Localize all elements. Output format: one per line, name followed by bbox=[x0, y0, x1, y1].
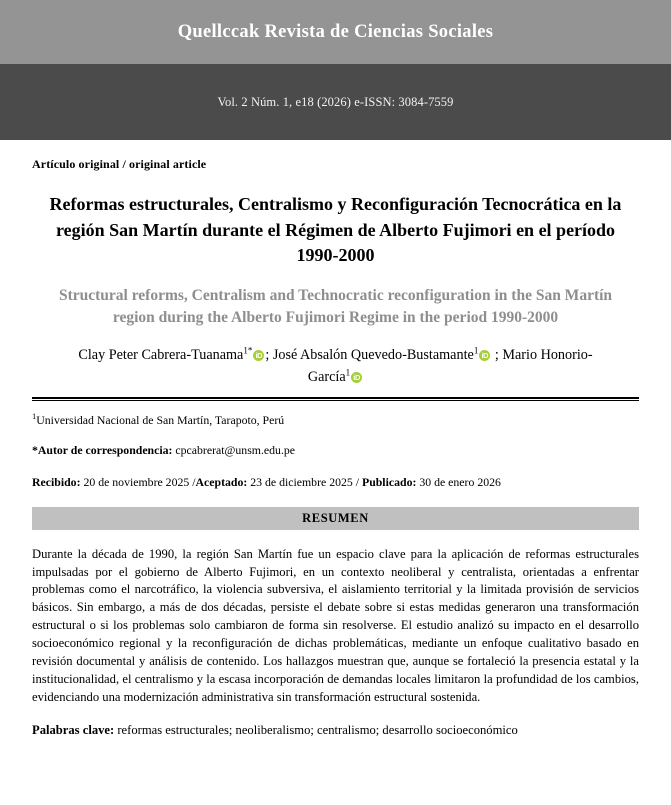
author-list bbox=[58, 345, 613, 389]
page-title-english: Structural reforms, Centralism and Technocratic reconfiguration in the San Martín region during the Alberto Fujimori Regime in the period 1990-2000 bbox=[58, 286, 613, 326]
author-name: Mario Honorio-García bbox=[307, 347, 593, 386]
orcid-id-icon[interactable]: iD bbox=[351, 372, 362, 383]
divider bbox=[32, 397, 639, 401]
affiliation-text: Universidad Nacional de San Martín, Tarapoto, Perú bbox=[36, 412, 285, 427]
orcid-id-icon[interactable]: iD bbox=[479, 350, 490, 361]
author-separator: ; bbox=[265, 347, 273, 364]
published-value: 30 de enero 2026 bbox=[419, 474, 501, 489]
received-value: 20 de noviembre 2025 bbox=[83, 474, 190, 489]
author-entry bbox=[273, 347, 503, 363]
page-title: Reformas estructurales, Centralismo y Reconfiguración Tecnocrática en la región San Martín durante el Régimen de Alberto Fujimori en el período 1990-2000 bbox=[49, 194, 622, 266]
masthead-top-band bbox=[0, 0, 671, 64]
orcid-id-icon[interactable]: iD bbox=[253, 350, 264, 361]
corresponding-author bbox=[32, 443, 639, 458]
date-separator: / bbox=[355, 474, 360, 489]
abstract-body: Durante la década de 1990, la región San Martín fue un espacio clave para la aplicación de reformas estructurales impulsadas por el gobierno de Alberto Fujimori, en un contexto neoliberal y centralista, orientadas a enfrentar problemas como el narcotráfico, la violencia subversiva, el aislamiento territorial y la limitada provisión de servicios básicos. Sin embargo, a más de dos décadas, persiste el debate sobre si estas medidas generaron una transformación estructural o si los problemas solo cambiaron de forma sin resolverse. El estudio analizó su impacto en el desarrollo socioeconómico regional y la reconfiguración de dichas problemáticas, mediante un enfoque cualitativo basado en revisión documental y análisis de contenido. Los hallazgos muestran que, aunque se fortaleció la presencia estatal y la institucionalidad, el centralismo y la escasa incorporación de demandas locales limitaron la profundidad de los cambios, evidenciando una modernización administrativa sin transformación estructural sostenida. bbox=[32, 546, 639, 704]
author-name: Clay Peter Cabrera-Tuanama bbox=[78, 347, 244, 364]
author-entry bbox=[78, 347, 272, 363]
keywords bbox=[32, 722, 639, 740]
author-name: José Absalón Quevedo-Bustamante bbox=[272, 347, 474, 364]
article-page bbox=[0, 157, 671, 739]
published-label: Publicado: bbox=[361, 474, 417, 489]
received-label: Recibido: bbox=[32, 474, 81, 489]
corresponding-author-email[interactable]: cpcabrerat@unsm.edu.pe bbox=[175, 442, 296, 457]
abstract-heading: RESUMEN bbox=[32, 507, 639, 530]
date-separator: / bbox=[192, 474, 196, 489]
corresponding-author-label: *Autor de correspondencia: bbox=[32, 442, 173, 457]
keywords-label: Palabras clave: bbox=[32, 722, 115, 737]
accepted-value: 23 de diciembre 2025 bbox=[250, 474, 353, 489]
accepted-label: Aceptado: bbox=[195, 474, 248, 489]
masthead-bottom-band bbox=[0, 64, 671, 140]
article-type-label: Artículo original / original article bbox=[32, 157, 207, 171]
journal-title: Quellccak Revista de Ciencias Sociales bbox=[177, 21, 494, 42]
author-separator: ; bbox=[491, 347, 503, 364]
affiliation bbox=[32, 411, 639, 428]
author-affiliation-marker: 1 bbox=[473, 345, 479, 356]
issue-line: Vol. 2 Núm. 1, e18 (2026) e-ISSN: 3084-7559 bbox=[217, 94, 454, 109]
author-affiliation-marker: 1 bbox=[345, 367, 351, 378]
keywords-value: reformas estructurales; neoliberalismo; centralismo; desarrollo socioeconómico bbox=[117, 722, 518, 737]
publication-dates bbox=[32, 475, 639, 490]
affiliation-marker: 1 bbox=[32, 410, 37, 421]
author-affiliation-marker: 1* bbox=[243, 345, 253, 356]
